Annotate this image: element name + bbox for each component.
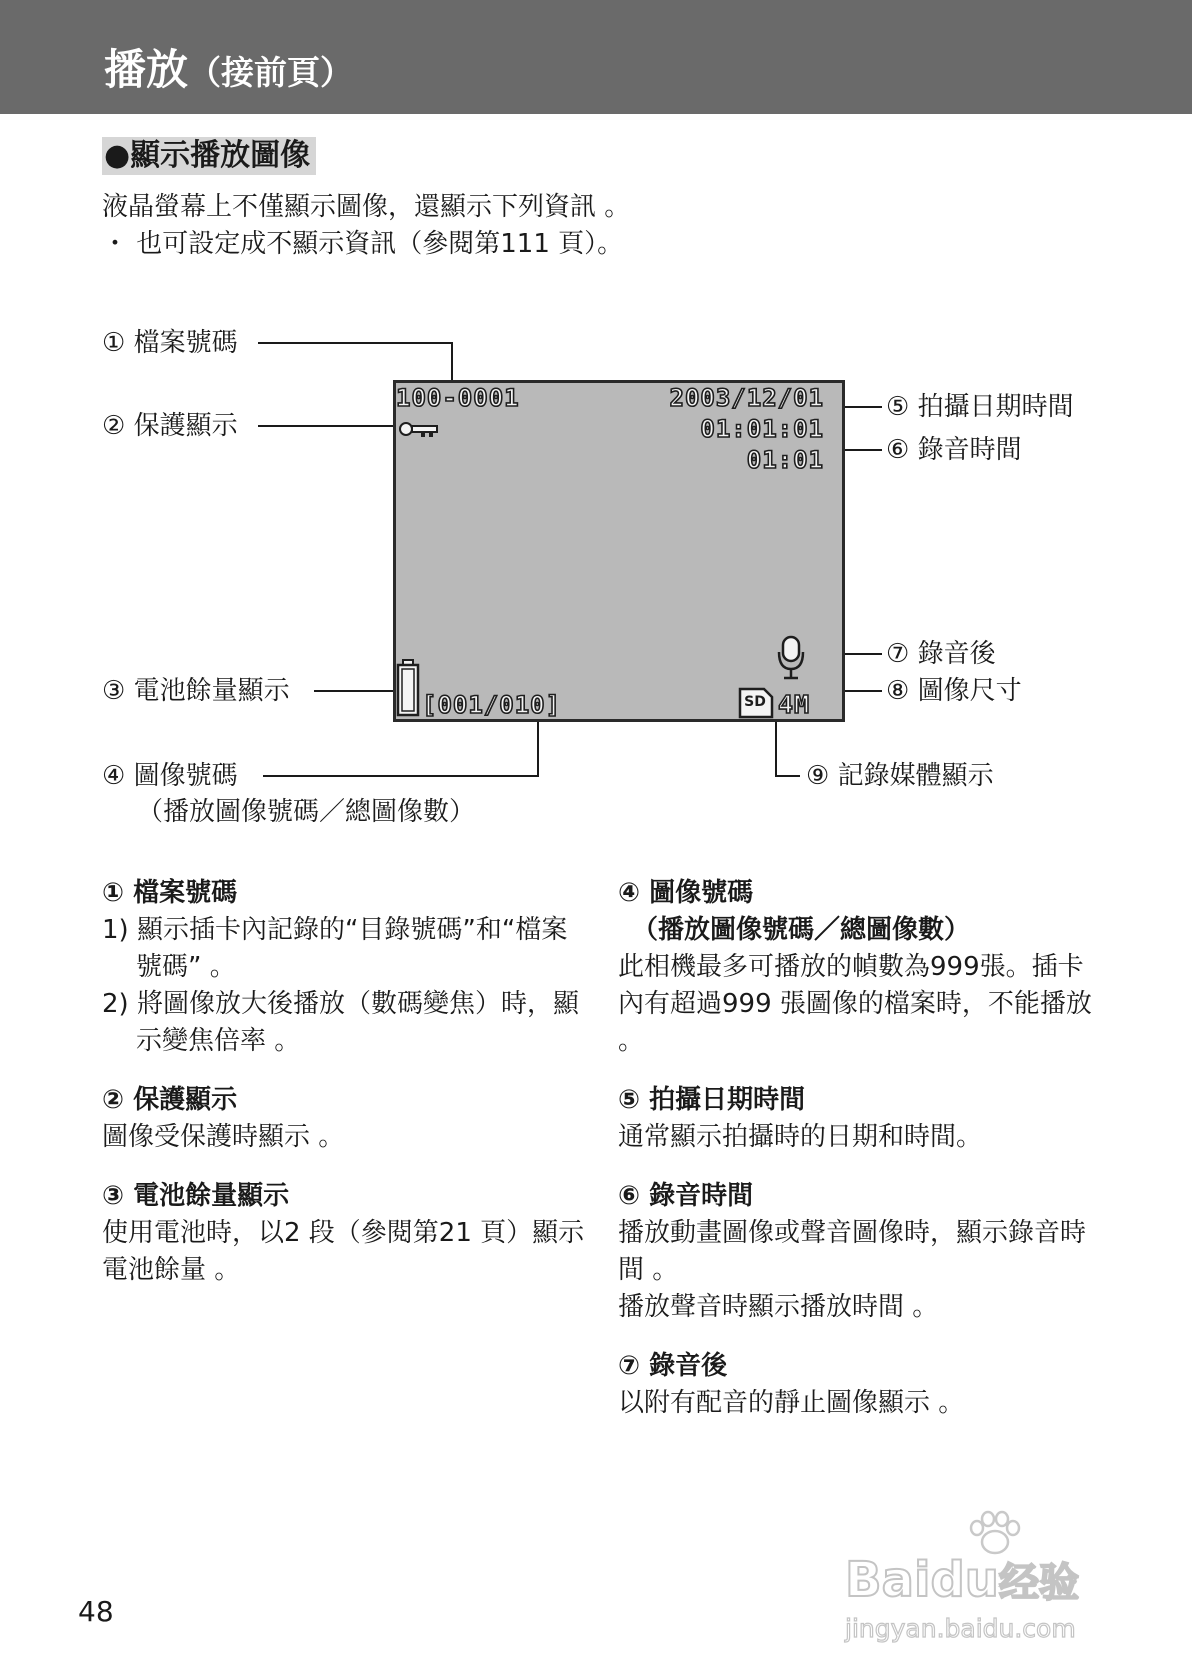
desc-block-3 [102, 1178, 592, 1289]
right-column [618, 875, 1108, 1444]
microphone-icon [776, 635, 806, 683]
lcd-file-number: 100-0001 [396, 384, 520, 412]
desc-title: ⑦ 錄音後 [618, 1351, 728, 1381]
callout-9: ⑨ 記錄媒體顯示 [806, 761, 994, 791]
lcd-image-size: 4M [778, 690, 811, 719]
desc-block-2 [102, 1082, 592, 1156]
desc-title: ③ 電池餘量顯示 [102, 1181, 290, 1211]
callout-4: ④ 圖像號碼 [102, 761, 238, 791]
callout-3: ③ 電池餘量顯示 [102, 676, 290, 706]
desc-line: 2) 將圖像放大後播放（數碼變焦）時，顯示變焦倍率 。 [102, 989, 579, 1056]
callout-5: ⑤ 拍攝日期時間 [886, 392, 1074, 422]
intro-line-2: ・ 也可設定成不顯示資訊（參閱第111 頁）。 [102, 229, 624, 259]
paw-icon [965, 1510, 1025, 1558]
lcd-date: 2003/12/01 [669, 384, 824, 412]
callout-4-sub: （播放圖像號碼／總圖像數） [137, 797, 476, 827]
leader-line-1 [258, 343, 452, 380]
desc-block-1 [102, 875, 592, 1060]
callout-2: ② 保護顯示 [102, 411, 238, 441]
desc-block-6 [618, 1178, 1108, 1326]
desc-title: ⑤ 拍攝日期時間 [618, 1085, 806, 1115]
section-heading: ●顯示播放圖像 [102, 137, 316, 175]
desc-line: 使用電池時，以2 段（參閱第21 頁）顯示電池餘量 。 [102, 1218, 585, 1285]
desc-line: 通常顯示拍攝時的日期和時間。 [618, 1122, 983, 1152]
desc-block-7 [618, 1348, 1108, 1422]
callout-6: ⑥ 錄音時間 [886, 435, 1022, 465]
desc-line: 以附有配音的靜止圖像顯示 。 [618, 1388, 965, 1418]
desc-line: 圖像受保護時顯示 。 [102, 1122, 345, 1152]
baidu-watermark [845, 1510, 1135, 1670]
watermark-url: jingyan.baidu.com [845, 1614, 1076, 1643]
desc-title: ⑥ 錄音時間 [618, 1181, 754, 1211]
watermark-brand [845, 1552, 1079, 1611]
watermark-brand-part2: du [930, 1552, 999, 1608]
desc-subtitle: （播放圖像號碼／總圖像數） [632, 915, 971, 945]
lcd-diagram [0, 320, 1192, 840]
callout-7: ⑦ 錄音後 [886, 639, 996, 669]
callout-8: ⑧ 圖像尺寸 [886, 676, 1022, 706]
key-icon [398, 419, 440, 439]
desc-block-5 [618, 1082, 1108, 1156]
page-title-main: 播放 [104, 45, 189, 94]
lcd-shoot-time: 01:01:01 [700, 415, 824, 443]
intro-line-1: 液晶螢幕上不僅顯示圖像，還顯示下列資訊 。 [102, 192, 631, 222]
page-title [104, 44, 353, 99]
battery-icon [396, 659, 422, 719]
page-number: 48 [78, 1595, 114, 1628]
desc-title: ④ 圖像號碼 [618, 878, 754, 908]
watermark-brand-cn: 经验 [998, 1560, 1079, 1606]
lcd-image-counter: [001/010] [422, 691, 562, 719]
desc-block-4 [618, 875, 1108, 1060]
leader-line-4 [263, 720, 538, 776]
desc-line: 1) 顯示插卡內記錄的“目錄號碼”和“檔案號碼” 。 [102, 915, 568, 982]
desc-line: 此相機最多可播放的幀數為999張。插卡內有超過999 張圖像的檔案時，不能播放 。 [618, 952, 1092, 1056]
lcd-record-time: 01:01 [746, 446, 824, 474]
desc-title: ② 保護顯示 [102, 1085, 238, 1115]
lcd-media-label: SD [744, 694, 766, 710]
page-title-subtitle: （接前頁） [188, 53, 354, 92]
callout-1: ① 檔案號碼 [102, 328, 238, 358]
watermark-brand-part1: Bai [845, 1552, 931, 1608]
left-column [102, 875, 592, 1311]
desc-title: ① 檔案號碼 [102, 878, 238, 908]
desc-line: 播放聲音時顯示播放時間 。 [618, 1292, 939, 1322]
lcd-screen [393, 380, 845, 722]
desc-line: 播放動畫圖像或聲音圖像時，顯示錄音時間 。 [618, 1218, 1087, 1285]
